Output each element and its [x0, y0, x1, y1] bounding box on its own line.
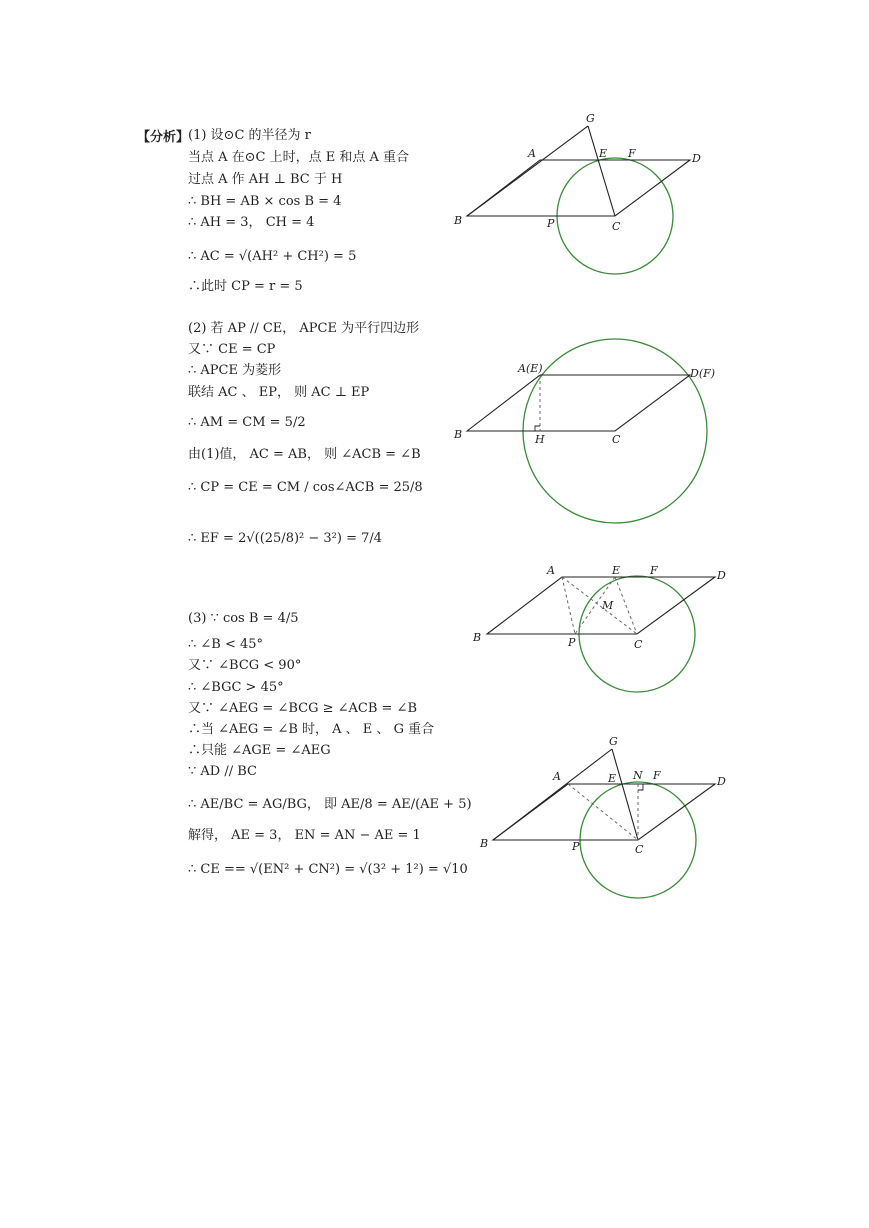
p2-line-4: 联结 AC 、 EP， 则 AC ⊥ EP [188, 385, 370, 400]
p2-line-6: 由(1)值， AC = AB， 则 ∠ACB = ∠B [188, 447, 421, 462]
fig4-label-P: P [572, 840, 580, 853]
fig1-label-C: C [612, 220, 621, 233]
p2-line-7: ∴ CP = CE = CM / cos∠ACB = 25/8 [188, 480, 423, 495]
p1-line-2: 当点 A 在⊙C 上时，点 E 和点 A 重合 [188, 150, 410, 165]
fig1-label-E: E [599, 147, 608, 160]
fig3-label-C: C [634, 638, 643, 651]
fig4-label-D: D [717, 775, 726, 788]
fig1-label-D: D [692, 152, 701, 165]
fig4-label-G: G [609, 735, 618, 748]
p1-line-7: ∴此时 CP = r = 5 [188, 279, 303, 294]
figure-1 [440, 100, 720, 285]
fig2-label-AE: A(E) [518, 362, 543, 375]
fig4-label-E: E [608, 772, 617, 785]
figure-4 [475, 730, 745, 905]
fig2-label-DF: D(F) [690, 367, 716, 380]
p3-line-7: ∴只能 ∠AGE = ∠AEG [188, 743, 331, 758]
fig4-label-N: N [633, 769, 643, 782]
fig3-label-P: P [568, 636, 576, 649]
p1-line-4: ∴ BH = AB × cos B = 4 [188, 194, 342, 209]
p3-line-9: ∴ AE/BC = AG/BG， 即 AE/8 = AE/(AE + 5) [188, 797, 472, 812]
p3-line-6: ∴当 ∠AEG = ∠B 时， A 、 E 、 G 重合 [188, 722, 435, 737]
p3-line-11: ∴ CE == √(EN² + CN²) = √(3² + 1²) = √10 [188, 862, 468, 877]
fig4-label-A: A [553, 770, 561, 783]
fig3-label-M: M [602, 599, 614, 612]
fig3-label-D: D [717, 569, 726, 582]
analysis-header: 【分析】 [137, 130, 190, 145]
p2-line-1: (2) 若 AP // CE， APCE 为平行四边形 [188, 321, 420, 336]
fig1-label-P: P [547, 217, 555, 230]
p2-line-5: ∴ AM = CM = 5/2 [188, 415, 306, 430]
p1-line-6: ∴ AC = √(AH² + CH²) = 5 [188, 249, 357, 264]
fig2-label-C: C [612, 433, 621, 446]
fig2-label-H: H [535, 433, 545, 446]
p2-line-8: ∴ EF = 2√((25/8)² − 3²) = 7/4 [188, 531, 383, 546]
fig2-label-B: B [454, 428, 463, 441]
fig3-label-A: A [547, 564, 555, 577]
fig1-label-B: B [454, 214, 463, 227]
p3-line-4: ∴ ∠BGC > 45° [188, 680, 284, 695]
figure-2 [440, 330, 730, 530]
p3-line-5: 又∵ ∠AEG = ∠BCG ≥ ∠ACB = ∠B [188, 701, 418, 716]
figure-3 [465, 555, 745, 705]
fig3-label-B: B [473, 631, 482, 644]
p3-line-1: (3) ∵ cos B = 4/5 [188, 611, 299, 626]
fig4-label-B: B [480, 837, 489, 850]
fig1-label-G: G [586, 112, 595, 125]
fig4-label-F: F [653, 769, 661, 782]
fig3-label-E: E [612, 564, 621, 577]
p1-line-5: ∴ AH = 3， CH = 4 [188, 215, 315, 230]
p1-line-3: 过点 A 作 AH ⊥ BC 于 H [188, 172, 343, 187]
p3-line-2: ∴ ∠B < 45° [188, 637, 264, 652]
p1-line-1: (1) 设⊙C 的半径为 r [188, 128, 311, 143]
fig1-label-F: F [628, 147, 636, 160]
p2-line-3: ∴ APCE 为菱形 [188, 363, 282, 378]
fig3-label-F: F [650, 564, 658, 577]
p3-line-8: ∵ AD // BC [188, 764, 257, 779]
fig4-label-C: C [635, 843, 644, 856]
fig1-label-A: A [528, 147, 536, 160]
p2-line-2: 又∵ CE = CP [188, 342, 276, 357]
p3-line-10: 解得， AE = 3， EN = AN − AE = 1 [188, 828, 421, 843]
p3-line-3: 又∵ ∠BCG < 90° [188, 658, 302, 673]
